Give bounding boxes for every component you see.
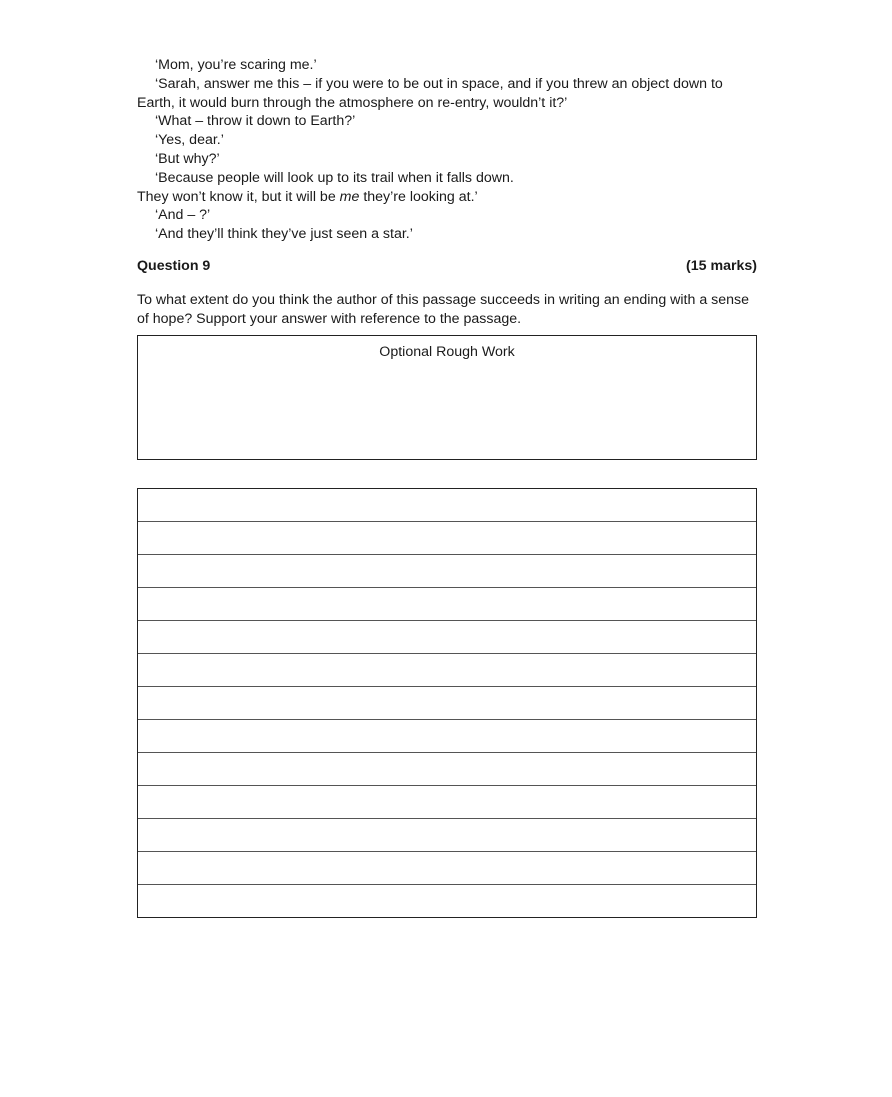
question-title: Question 9 — [137, 258, 211, 274]
answer-line[interactable] — [138, 885, 756, 917]
rough-work-label: Optional Rough Work — [379, 344, 515, 360]
question-marks: (15 marks) — [686, 258, 757, 274]
question-prompt: To what extent do you think the author of this passage succeeds in writing an ending with a sense of hope? Support your answer with reference to the passage. — [137, 292, 750, 327]
passage-line: ‘What – throw it down to Earth?’ — [155, 113, 356, 130]
answer-line[interactable] — [138, 522, 756, 555]
answer-line[interactable] — [138, 687, 756, 720]
passage-text-after: they’re looking at.’ — [359, 188, 478, 205]
answer-line[interactable] — [138, 753, 756, 786]
passage-line: ‘And – ?’ — [155, 207, 211, 224]
passage-line: ‘Yes, dear.’ — [155, 132, 224, 149]
answer-line[interactable] — [138, 819, 756, 852]
answer-line[interactable] — [138, 588, 756, 621]
passage-line-emphasis — [137, 188, 757, 207]
passage-emphasis-word: me — [339, 188, 360, 205]
passage-line: ‘And they’ll think they’ve just seen a star.’ — [155, 226, 413, 243]
passage-excerpt — [137, 56, 757, 244]
passage-line: ‘Mom, you’re scaring me.’ — [155, 57, 317, 73]
rough-work-box[interactable] — [137, 335, 757, 460]
question-header — [137, 257, 757, 275]
passage-line: ‘Because people will look up to its trail when it falls down. — [155, 169, 514, 186]
answer-line[interactable] — [138, 852, 756, 885]
answer-line[interactable] — [138, 555, 756, 588]
passage-line: Earth, it would burn through the atmosphere on re-entry, wouldn’t it?’ — [137, 94, 568, 111]
passage-line: ‘But why?’ — [155, 150, 220, 167]
answer-line[interactable] — [138, 621, 756, 654]
answer-box — [137, 488, 757, 918]
answer-line[interactable] — [138, 720, 756, 753]
passage-text-before: They won’t know it, but it will be — [137, 188, 340, 205]
answer-line[interactable] — [138, 786, 756, 819]
answer-line[interactable] — [138, 489, 756, 522]
passage-line: ‘Sarah, answer me this – if you were to be out in space, and if you threw an object down to — [155, 75, 723, 92]
answer-line[interactable] — [138, 654, 756, 687]
